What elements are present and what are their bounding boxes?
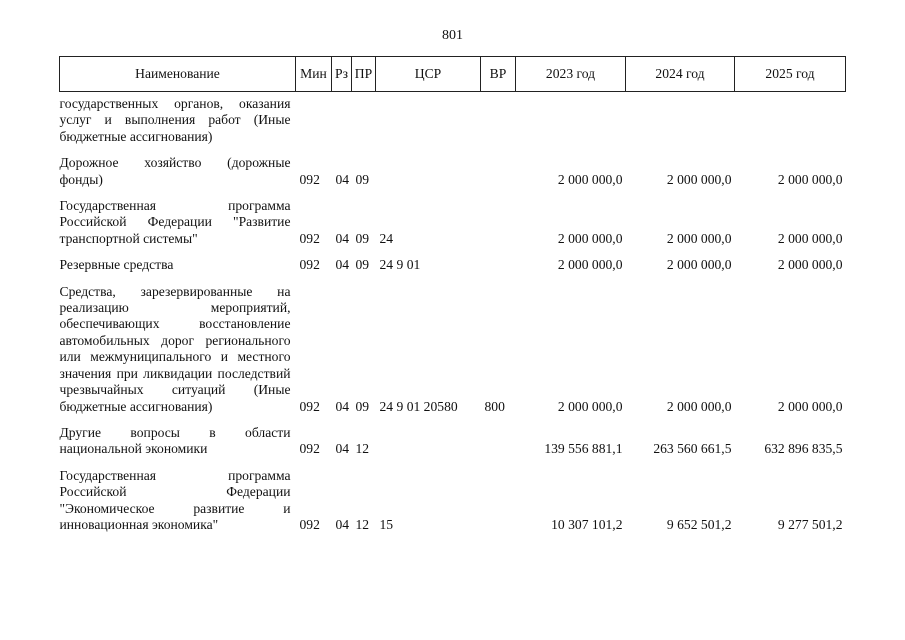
row-min: 092 bbox=[299, 230, 320, 246]
row-csr: 24 bbox=[379, 230, 394, 246]
page-number: 801 bbox=[442, 28, 463, 43]
row-vr bbox=[481, 92, 516, 156]
row-2024: 2 000 000,0 bbox=[666, 230, 732, 246]
header-pr: ПР bbox=[352, 57, 376, 92]
row-csr: 24 9 01 20580 bbox=[379, 398, 458, 414]
row-rz: 04 bbox=[335, 171, 350, 187]
row-min: 092 bbox=[299, 441, 320, 457]
row-pr: 09 bbox=[355, 257, 370, 273]
row-rz: 04 bbox=[335, 516, 350, 532]
row-2023: 2 000 000,0 bbox=[557, 257, 623, 273]
row-2024 bbox=[626, 92, 735, 156]
row-2023: 139 556 881,1 bbox=[544, 441, 623, 457]
row-vr: 800 bbox=[484, 398, 505, 414]
header-name: Наименование bbox=[60, 57, 296, 92]
row-2023: 2 000 000,0 bbox=[557, 171, 623, 187]
header-vr: ВР bbox=[481, 57, 516, 92]
row-csr bbox=[376, 425, 481, 468]
row-csr bbox=[376, 155, 481, 198]
row-rz: 04 bbox=[335, 230, 350, 246]
row-2024: 9 652 501,2 bbox=[666, 516, 732, 532]
row-vr bbox=[481, 468, 516, 544]
row-pr: 09 bbox=[355, 398, 370, 414]
row-min: 092 bbox=[299, 516, 320, 532]
row-name: Другие вопросы в области национальной экономики bbox=[59, 424, 291, 457]
row-min: 092 bbox=[299, 257, 320, 273]
row-vr bbox=[481, 198, 516, 257]
header-2023: 2023 год bbox=[516, 57, 626, 92]
row-rz: 04 bbox=[335, 257, 350, 273]
row-2023: 2 000 000,0 bbox=[557, 398, 623, 414]
row-2024: 2 000 000,0 bbox=[666, 171, 732, 187]
row-pr: 12 bbox=[355, 441, 370, 457]
row-pr bbox=[352, 92, 376, 156]
row-name: Дорожное хозяйство (дорожные фонды) bbox=[59, 155, 291, 187]
row-min: 092 bbox=[299, 171, 320, 187]
row-vr bbox=[481, 155, 516, 198]
row-2023: 10 307 101,2 bbox=[551, 516, 623, 532]
table-row bbox=[60, 425, 846, 468]
row-vr bbox=[481, 425, 516, 468]
row-name: Резервные средства bbox=[59, 257, 174, 273]
row-2025 bbox=[735, 92, 846, 156]
header-2024: 2024 год bbox=[626, 57, 735, 92]
row-csr: 24 9 01 bbox=[379, 257, 421, 273]
row-2024: 2 000 000,0 bbox=[666, 257, 732, 273]
table-row bbox=[60, 257, 846, 283]
table-row bbox=[60, 198, 846, 257]
header-2025: 2025 год bbox=[735, 57, 846, 92]
row-rz: 04 bbox=[335, 441, 350, 457]
row-pr: 12 bbox=[355, 516, 370, 532]
header-csr: ЦСР bbox=[376, 57, 481, 92]
row-min: 092 bbox=[299, 398, 320, 414]
row-name: Государственная программа Российской Федерации "Развитие транспортной системы" bbox=[59, 198, 291, 246]
row-2025: 2 000 000,0 bbox=[777, 398, 843, 414]
row-pr: 09 bbox=[355, 230, 370, 246]
row-min bbox=[296, 92, 332, 156]
row-2025: 632 896 835,5 bbox=[764, 441, 843, 457]
row-rz: 04 bbox=[335, 398, 350, 414]
row-name: Государственная программа Российской Федерации "Экономическое развитие и инновационная экономика" bbox=[59, 467, 291, 532]
row-2023: 2 000 000,0 bbox=[557, 230, 623, 246]
table-row bbox=[60, 468, 846, 544]
row-name: Средства, зарезервированные на реализацию мероприятий, обеспечивающих восстановление автомобильных дорог регионального или межмуниципального и местного значения при ликвидации последствий чрезвычайных ситуаций (Иные бюджетные ассигнования) bbox=[59, 283, 291, 414]
header-min: Мин bbox=[296, 57, 332, 92]
row-vr bbox=[481, 257, 516, 283]
table-row bbox=[60, 92, 846, 156]
row-2025: 2 000 000,0 bbox=[777, 171, 843, 187]
row-pr: 09 bbox=[355, 171, 370, 187]
row-2024: 2 000 000,0 bbox=[666, 398, 732, 414]
row-name: государственных органов, оказания услуг и выполнения работ (Иные бюджетные ассигнования) bbox=[59, 96, 291, 144]
table-row bbox=[60, 155, 846, 198]
header-rz: Рз bbox=[332, 57, 352, 92]
row-2024: 263 560 661,5 bbox=[653, 441, 732, 457]
row-csr bbox=[376, 92, 481, 156]
row-2025: 2 000 000,0 bbox=[777, 230, 843, 246]
row-csr: 15 bbox=[379, 516, 394, 532]
row-rz bbox=[332, 92, 352, 156]
row-2023 bbox=[516, 92, 626, 156]
row-2025: 9 277 501,2 bbox=[777, 516, 843, 532]
table-header bbox=[60, 57, 846, 92]
table-row bbox=[60, 284, 846, 425]
budget-table bbox=[59, 56, 846, 543]
row-2025: 2 000 000,0 bbox=[777, 257, 843, 273]
